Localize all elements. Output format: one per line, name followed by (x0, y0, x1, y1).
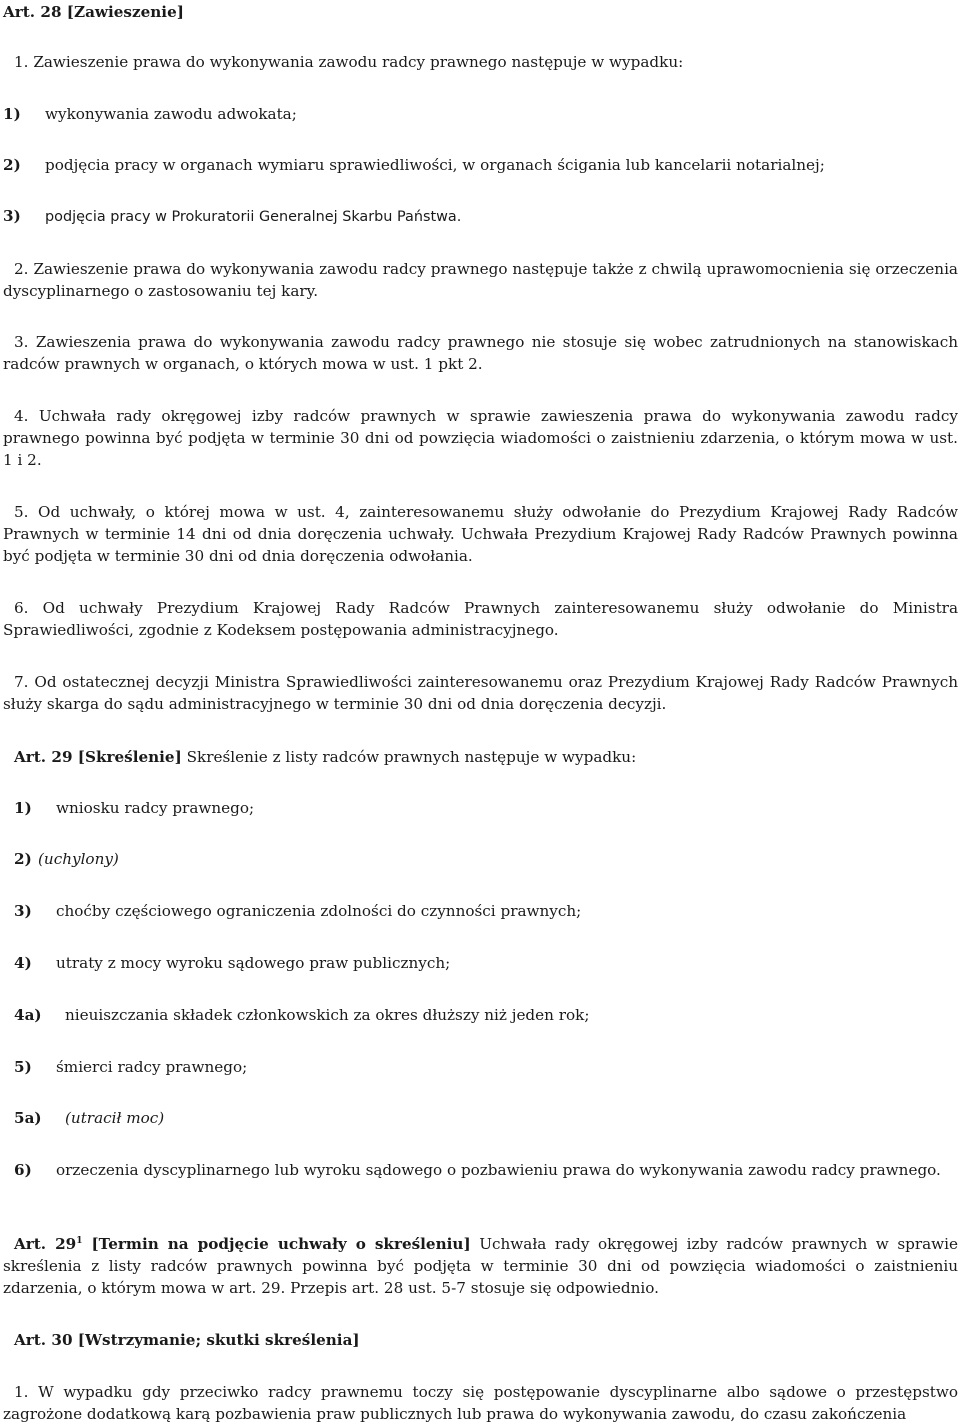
item-number: 4a) (14, 1006, 42, 1024)
item-number: 1) (14, 799, 32, 817)
item-text: choćby częściowego ograniczenia zdolności do czynności prawnych; (56, 902, 582, 920)
art29-item-6 (3, 1159, 958, 1181)
item-number: 3) (3, 207, 21, 225)
art28-p3: 3. Zawieszenia prawa do wykonywania zawodu radcy prawnego nie stosuje się wobec zatrudnionych na stanowiskach radców prawnych w organach, o których mowa w ust. 1 pkt 2. (3, 333, 958, 373)
art29-item-2 (3, 848, 958, 870)
art28-p7: 7. Od ostatecznej decyzji Ministra Sprawiedliwości zainteresowanemu oraz Prezydium Krajowej Rady Radców Prawnych służy skarga do sądu administracyjnego w terminie 30 dni od dnia doręczenia decyzji. (3, 673, 958, 713)
art28-p2: 2. Zawieszenie prawa do wykonywania zawodu radcy prawnego następuje także z chwilą uprawomocnienia się orzeczenia dyscyplinarnego o zastosowaniu tej kary. (3, 260, 958, 300)
item-text: podjęcia pracy w organach wymiaru sprawiedliwości, w organach ścigania lub kancelarii notarialnej; (45, 156, 825, 174)
art29-item-3 (3, 900, 958, 922)
item-number: 3) (14, 902, 32, 920)
item-text: wykonywania zawodu adwokata; (45, 105, 297, 123)
item-text: (uchylony) (38, 850, 119, 868)
art29-paragraph (3, 746, 958, 768)
art29-item-5 (3, 1056, 958, 1078)
art29-1-superscript: 1 (76, 1235, 83, 1246)
item-text: nieuiszczania składek członkowskich za okres dłuższy niż jeden rok; (65, 1006, 590, 1024)
art28-p1-intro: 1. Zawieszenie prawa do wykonywania zawodu radcy prawnego następuje w wypadku: (14, 53, 684, 71)
art28-heading: Art. 28 [Zawieszenie] (3, 3, 184, 21)
item-number: 5a) (14, 1109, 42, 1127)
item-text: wniosku radcy prawnego; (56, 799, 255, 817)
art30-p1: 1. W wypadku gdy przeciwko radcy prawnemu toczy się postępowanie dyscyplinarne albo sądowe o przestępstwo zagrożone dodatkową karą pozbawienia praw publicznych lub prawa do wykonywania zawodu, do czasu zakończenia (3, 1383, 958, 1423)
item-number: 6) (14, 1161, 32, 1179)
item-number: 4) (14, 954, 32, 972)
art29-1-heading-label: Art. 29 (14, 1235, 77, 1253)
art29-1-paragraph (3, 1233, 958, 1299)
art29-item-4a (3, 1004, 958, 1026)
art29-item-1 (3, 797, 958, 819)
art29-heading: Art. 29 [Skreślenie] (14, 748, 182, 766)
item-text: orzeczenia dyscyplinarnego lub wyroku sądowego o pozbawieniu prawa do wykonywania zawodu radcy prawnego. (56, 1161, 941, 1179)
art29-1-heading-title: [Termin na podjęcie uchwały o skreśleniu] (91, 1235, 471, 1253)
art30-heading: Art. 30 [Wstrzymanie; skutki skreślenia] (14, 1331, 360, 1349)
item-text: podjęcia pracy w Prokuratorii Generalnej Skarbu Państwa. (45, 209, 462, 225)
item-text: śmierci radcy prawnego; (56, 1058, 248, 1076)
art28-item-3 (3, 205, 958, 228)
art29-item-5a (3, 1107, 958, 1129)
item-number: 2) (14, 850, 32, 868)
item-number: 5) (14, 1058, 32, 1076)
art28-p4: 4. Uchwała rady okręgowej izby radców prawnych w sprawie zawieszenia prawa do wykonywania zawodu radcy prawnego powinna być podjęta w terminie 30 dni od powzięcia wiadomości o zaistnieniu zdarzenia, o którym mowa w ust. 1 i 2. (3, 407, 958, 469)
art28-item-2 (3, 154, 958, 176)
art29-1-heading (14, 1235, 471, 1253)
art29-item-4 (3, 952, 958, 974)
item-text: (utracił moc) (65, 1109, 165, 1127)
art29-1-text: Uchwała rady okręgowej izby radców prawnych w sprawie skreślenia z listy radców prawnych powinna być podjęta w terminie 30 dni od powzięcia wiadomości o zaistnieniu zdarzenia, o którym mowa w art. 29. Przepis art. 28 ust. 5-7 stosuje się odpowiednio. (3, 1235, 959, 1297)
art28-item-1 (3, 103, 958, 125)
item-text: utraty z mocy wyroku sądowego praw publicznych; (56, 954, 451, 972)
item-number: 1) (3, 105, 21, 123)
art28-p6: 6. Od uchwały Prezydium Krajowej Rady Radców Prawnych zainteresowanemu służy odwołanie do Ministra Sprawiedliwości, zgodnie z Kodeksem postępowania administracyjnego. (3, 599, 958, 639)
art29-intro: Skreślenie z listy radców prawnych następuje w wypadku: (186, 748, 637, 766)
art28-p5: 5. Od uchwały, o której mowa w ust. 4, zainteresowanemu służy odwołanie do Prezydium Krajowej Rady Radców Prawnych w terminie 14 dni od dnia doręczenia uchwały. Uchwała Prezydium Krajowej Rady Radców Prawnych powinna być podjęta w terminie 30 dni od dnia doręczenia odwołania. (3, 503, 958, 565)
item-number: 2) (3, 156, 21, 174)
